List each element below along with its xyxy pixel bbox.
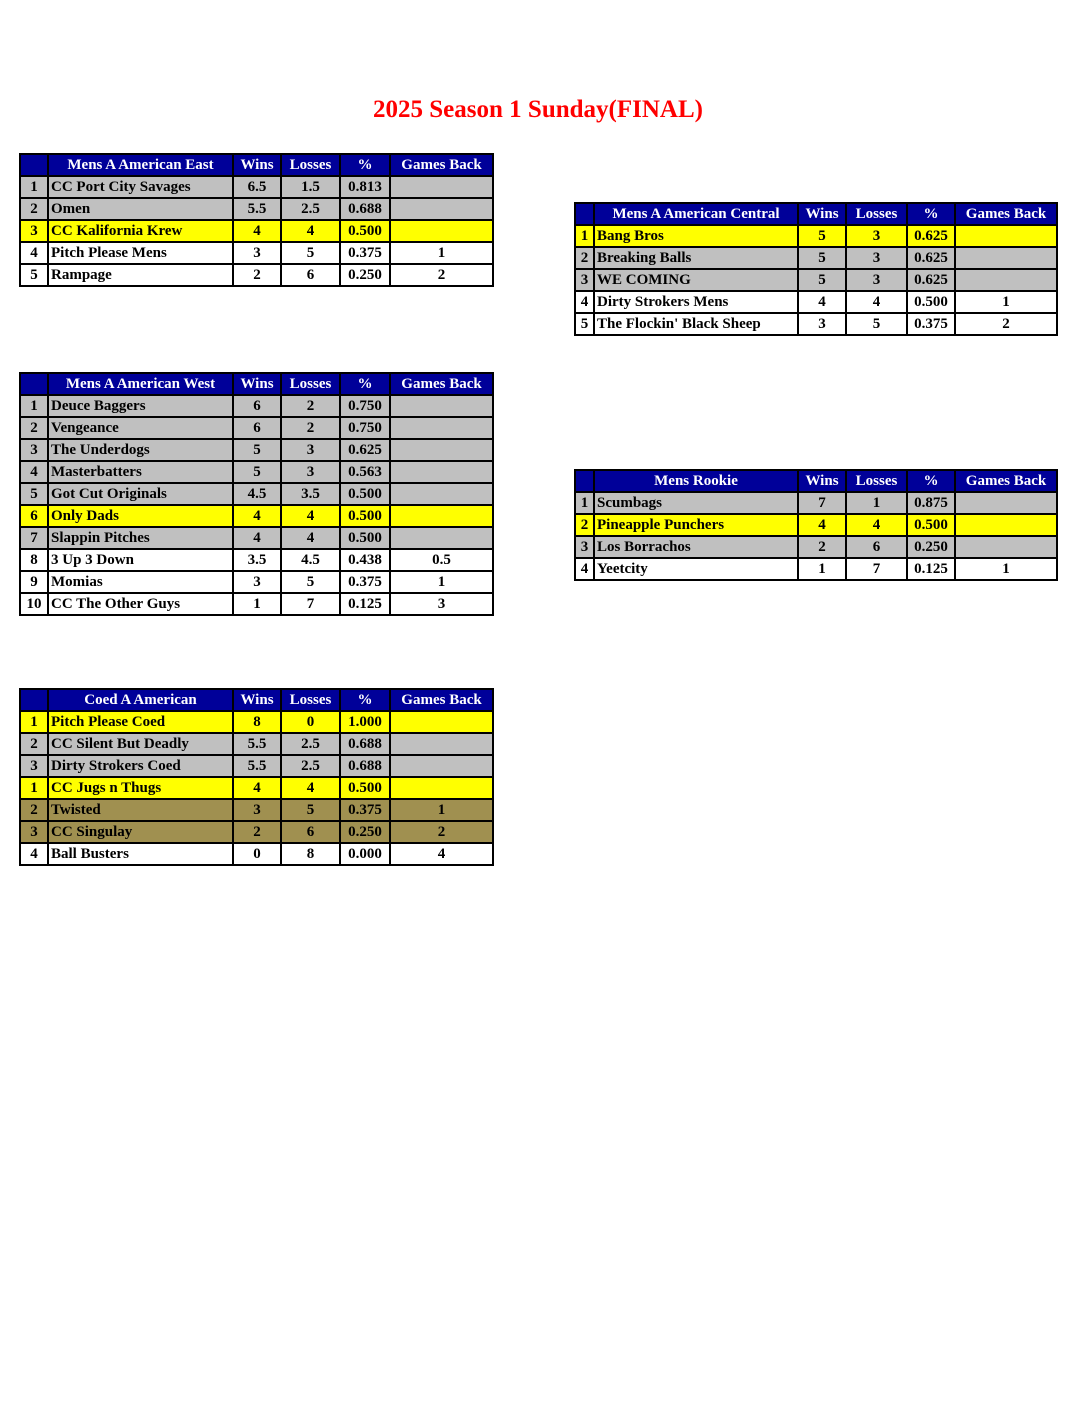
standings-row: [575, 269, 1057, 291]
rank-cell: 10: [20, 593, 48, 615]
wins-cell: 4: [233, 527, 281, 549]
team-name: The Flockin' Black Sheep: [594, 313, 798, 335]
losses-cell: 7: [846, 558, 907, 580]
pct-cell: 0.563: [340, 461, 390, 483]
rank-cell: 2: [575, 514, 594, 536]
losses-cell: 4: [281, 505, 340, 527]
wins-cell: 1: [233, 593, 281, 615]
pct-cell: 0.813: [340, 176, 390, 198]
losses-cell: 6: [281, 821, 340, 843]
games-back-cell: [390, 439, 493, 461]
wins-cell: 4: [233, 505, 281, 527]
team-name: Momias: [48, 571, 233, 593]
games-back-header: Games Back: [955, 203, 1057, 225]
losses-cell: 4: [281, 220, 340, 242]
pct-cell: 0.875: [907, 492, 955, 514]
wins-cell: 5.5: [233, 733, 281, 755]
team-name: CC Jugs n Thugs: [48, 777, 233, 799]
games-back-cell: [955, 225, 1057, 247]
standings-table-mens-a-american-west: [19, 372, 494, 616]
losses-cell: 3: [281, 439, 340, 461]
wins-cell: 5: [233, 439, 281, 461]
rank-cell: 1: [20, 176, 48, 198]
team-name: Bang Bros: [594, 225, 798, 247]
header-row: [575, 203, 1057, 225]
team-name: Dirty Strokers Coed: [48, 755, 233, 777]
wins-cell: 3: [233, 799, 281, 821]
team-name: Rampage: [48, 264, 233, 286]
division-name: Mens A American East: [48, 154, 233, 176]
wins-header: Wins: [798, 470, 846, 492]
wins-cell: 4: [798, 514, 846, 536]
games-back-cell: 2: [390, 264, 493, 286]
wins-header: Wins: [233, 373, 281, 395]
standings-row: [575, 536, 1057, 558]
games-back-cell: 1: [390, 242, 493, 264]
games-back-header: Games Back: [390, 689, 493, 711]
losses-header: Losses: [281, 689, 340, 711]
rank-cell: 1: [575, 225, 594, 247]
rank-cell: 2: [20, 198, 48, 220]
rank-cell: 2: [20, 799, 48, 821]
wins-cell: 3: [798, 313, 846, 335]
team-name: Dirty Strokers Mens: [594, 291, 798, 313]
standings-row: [20, 242, 493, 264]
games-back-cell: 3: [390, 593, 493, 615]
losses-header: Losses: [281, 154, 340, 176]
games-back-header: Games Back: [955, 470, 1057, 492]
rank-cell: 2: [20, 417, 48, 439]
pct-cell: 0.500: [907, 514, 955, 536]
pct-cell: 0.688: [340, 755, 390, 777]
losses-cell: 5: [281, 242, 340, 264]
wins-cell: 3: [233, 571, 281, 593]
games-back-cell: [390, 711, 493, 733]
team-name: 3 Up 3 Down: [48, 549, 233, 571]
wins-header: Wins: [233, 154, 281, 176]
games-back-cell: 4: [390, 843, 493, 865]
standings-row: [20, 461, 493, 483]
standings-row: [20, 439, 493, 461]
team-name: Pitch Please Coed: [48, 711, 233, 733]
header-row: [20, 689, 493, 711]
games-back-cell: 1: [390, 571, 493, 593]
games-back-cell: [390, 417, 493, 439]
wins-cell: 6: [233, 417, 281, 439]
rank-cell: 4: [20, 461, 48, 483]
losses-cell: 3: [281, 461, 340, 483]
wins-cell: 8: [233, 711, 281, 733]
games-back-cell: [955, 247, 1057, 269]
pct-header: %: [907, 470, 955, 492]
losses-cell: 6: [846, 536, 907, 558]
pct-cell: 0.625: [340, 439, 390, 461]
standings-row: [20, 176, 493, 198]
team-name: CC Port City Savages: [48, 176, 233, 198]
games-back-cell: 2: [955, 313, 1057, 335]
team-name: WE COMING: [594, 269, 798, 291]
pct-cell: 0.125: [340, 593, 390, 615]
standings-row: [20, 593, 493, 615]
standings-row: [20, 264, 493, 286]
losses-cell: 4: [846, 291, 907, 313]
team-name: Vengeance: [48, 417, 233, 439]
header-row: [20, 373, 493, 395]
rank-cell: 5: [575, 313, 594, 335]
standings-row: [575, 558, 1057, 580]
pct-cell: 0.688: [340, 733, 390, 755]
rank-cell: 1: [20, 711, 48, 733]
wins-cell: 2: [233, 264, 281, 286]
losses-header: Losses: [281, 373, 340, 395]
division-name: Coed A American: [48, 689, 233, 711]
wins-cell: 2: [798, 536, 846, 558]
wins-header: Wins: [798, 203, 846, 225]
standings-row: [20, 821, 493, 843]
pct-cell: 0.625: [907, 269, 955, 291]
standings-table-mens-a-american-east: [19, 153, 494, 287]
games-back-cell: [390, 527, 493, 549]
wins-cell: 2: [233, 821, 281, 843]
wins-cell: 5: [233, 461, 281, 483]
pct-cell: 0.500: [907, 291, 955, 313]
games-back-cell: [955, 492, 1057, 514]
losses-cell: 2.5: [281, 755, 340, 777]
pct-header: %: [340, 154, 390, 176]
games-back-cell: [390, 395, 493, 417]
losses-cell: 2: [281, 417, 340, 439]
wins-cell: 4.5: [233, 483, 281, 505]
standings-row: [20, 505, 493, 527]
pct-cell: 0.375: [907, 313, 955, 335]
pct-cell: 0.250: [907, 536, 955, 558]
standings-row: [20, 527, 493, 549]
standings-row: [20, 395, 493, 417]
losses-cell: 1: [846, 492, 907, 514]
division-name: Mens Rookie: [594, 470, 798, 492]
team-name: CC The Other Guys: [48, 593, 233, 615]
team-name: CC Kalifornia Krew: [48, 220, 233, 242]
standings-table-coed-a-american: [19, 688, 494, 866]
rank-header: [20, 154, 48, 176]
standings-row: [20, 799, 493, 821]
losses-cell: 3: [846, 269, 907, 291]
games-back-header: Games Back: [390, 154, 493, 176]
standings-row: [20, 483, 493, 505]
wins-cell: 4: [233, 777, 281, 799]
team-name: CC Silent But Deadly: [48, 733, 233, 755]
pct-cell: 0.500: [340, 777, 390, 799]
rank-cell: 4: [20, 843, 48, 865]
games-back-cell: [955, 536, 1057, 558]
rank-header: [575, 203, 594, 225]
standings-row: [575, 291, 1057, 313]
standings-row: [20, 549, 493, 571]
pct-header: %: [907, 203, 955, 225]
wins-cell: 5.5: [233, 198, 281, 220]
games-back-cell: [955, 269, 1057, 291]
wins-cell: 5: [798, 225, 846, 247]
wins-cell: 5: [798, 269, 846, 291]
rank-cell: 7: [20, 527, 48, 549]
team-name: Got Cut Originals: [48, 483, 233, 505]
team-name: Yeetcity: [594, 558, 798, 580]
losses-cell: 6: [281, 264, 340, 286]
pct-header: %: [340, 373, 390, 395]
losses-cell: 5: [846, 313, 907, 335]
team-name: Deuce Baggers: [48, 395, 233, 417]
standings-row: [20, 711, 493, 733]
pct-cell: 0.438: [340, 549, 390, 571]
pct-header: %: [340, 689, 390, 711]
wins-cell: 5: [798, 247, 846, 269]
games-back-cell: [390, 505, 493, 527]
losses-header: Losses: [846, 470, 907, 492]
pct-cell: 0.500: [340, 220, 390, 242]
losses-cell: 4: [846, 514, 907, 536]
wins-cell: 4: [798, 291, 846, 313]
standings-row: [575, 313, 1057, 335]
pct-cell: 0.688: [340, 198, 390, 220]
standings-row: [20, 220, 493, 242]
losses-cell: 8: [281, 843, 340, 865]
standings-table-mens-a-american-central: [574, 202, 1058, 336]
rank-cell: 1: [575, 492, 594, 514]
rank-cell: 1: [20, 395, 48, 417]
rank-cell: 3: [575, 269, 594, 291]
header-row: [20, 154, 493, 176]
team-name: Pineapple Punchers: [594, 514, 798, 536]
standings-row: [20, 777, 493, 799]
games-back-cell: [390, 461, 493, 483]
rank-header: [20, 689, 48, 711]
pct-cell: 0.625: [907, 247, 955, 269]
games-back-cell: [955, 514, 1057, 536]
losses-cell: 3: [846, 225, 907, 247]
losses-cell: 1.5: [281, 176, 340, 198]
team-name: Scumbags: [594, 492, 798, 514]
rank-header: [20, 373, 48, 395]
losses-cell: 5: [281, 799, 340, 821]
rank-cell: 4: [20, 242, 48, 264]
wins-cell: 3: [233, 242, 281, 264]
losses-cell: 4: [281, 777, 340, 799]
games-back-cell: 0.5: [390, 549, 493, 571]
losses-cell: 4.5: [281, 549, 340, 571]
games-back-cell: [390, 777, 493, 799]
pct-cell: 0.000: [340, 843, 390, 865]
games-back-cell: [390, 220, 493, 242]
wins-cell: 0: [233, 843, 281, 865]
team-name: Ball Busters: [48, 843, 233, 865]
rank-cell: 3: [20, 755, 48, 777]
team-name: Masterbatters: [48, 461, 233, 483]
pct-cell: 0.375: [340, 242, 390, 264]
rank-cell: 2: [575, 247, 594, 269]
games-back-cell: 1: [390, 799, 493, 821]
rank-cell: 5: [20, 264, 48, 286]
wins-cell: 4: [233, 220, 281, 242]
pct-cell: 0.250: [340, 821, 390, 843]
games-back-cell: 1: [955, 291, 1057, 313]
pct-cell: 0.500: [340, 505, 390, 527]
standings-row: [575, 514, 1057, 536]
team-name: Pitch Please Mens: [48, 242, 233, 264]
losses-cell: 7: [281, 593, 340, 615]
rank-cell: 3: [20, 821, 48, 843]
pct-cell: 0.125: [907, 558, 955, 580]
header-row: [575, 470, 1057, 492]
rank-cell: 1: [20, 777, 48, 799]
team-name: Breaking Balls: [594, 247, 798, 269]
losses-cell: 0: [281, 711, 340, 733]
team-name: Slappin Pitches: [48, 527, 233, 549]
wins-cell: 6.5: [233, 176, 281, 198]
team-name: Omen: [48, 198, 233, 220]
rank-cell: 6: [20, 505, 48, 527]
standings-row: [20, 198, 493, 220]
standings-row: [20, 571, 493, 593]
rank-cell: 9: [20, 571, 48, 593]
wins-cell: 1: [798, 558, 846, 580]
rank-cell: 4: [575, 291, 594, 313]
pct-cell: 0.750: [340, 395, 390, 417]
losses-cell: 4: [281, 527, 340, 549]
pct-cell: 0.500: [340, 527, 390, 549]
team-name: Los Borrachos: [594, 536, 798, 558]
standings-row: [20, 733, 493, 755]
pct-cell: 1.000: [340, 711, 390, 733]
standings-row: [20, 843, 493, 865]
wins-cell: 7: [798, 492, 846, 514]
rank-cell: 4: [575, 558, 594, 580]
losses-cell: 2: [281, 395, 340, 417]
games-back-cell: 2: [390, 821, 493, 843]
losses-cell: 5: [281, 571, 340, 593]
pct-cell: 0.625: [907, 225, 955, 247]
pct-cell: 0.375: [340, 799, 390, 821]
division-name: Mens A American West: [48, 373, 233, 395]
standings-row: [575, 247, 1057, 269]
wins-cell: 6: [233, 395, 281, 417]
rank-cell: 8: [20, 549, 48, 571]
rank-cell: 2: [20, 733, 48, 755]
losses-cell: 3.5: [281, 483, 340, 505]
rank-cell: 3: [20, 439, 48, 461]
games-back-cell: [390, 176, 493, 198]
rank-cell: 5: [20, 483, 48, 505]
games-back-cell: [390, 755, 493, 777]
team-name: The Underdogs: [48, 439, 233, 461]
games-back-header: Games Back: [390, 373, 493, 395]
pct-cell: 0.500: [340, 483, 390, 505]
standings-row: [20, 417, 493, 439]
pct-cell: 0.750: [340, 417, 390, 439]
losses-header: Losses: [846, 203, 907, 225]
games-back-cell: [390, 198, 493, 220]
losses-cell: 2.5: [281, 733, 340, 755]
team-name: Twisted: [48, 799, 233, 821]
page-title: 2025 Season 1 Sunday(FINAL): [373, 96, 703, 123]
team-name: CC Singulay: [48, 821, 233, 843]
pct-cell: 0.375: [340, 571, 390, 593]
rank-cell: 3: [575, 536, 594, 558]
wins-header: Wins: [233, 689, 281, 711]
standings-row: [575, 225, 1057, 247]
losses-cell: 2.5: [281, 198, 340, 220]
pct-cell: 0.250: [340, 264, 390, 286]
games-back-cell: [390, 733, 493, 755]
games-back-cell: 1: [955, 558, 1057, 580]
rank-cell: 3: [20, 220, 48, 242]
standings-row: [575, 492, 1057, 514]
division-name: Mens A American Central: [594, 203, 798, 225]
team-name: Only Dads: [48, 505, 233, 527]
losses-cell: 3: [846, 247, 907, 269]
games-back-cell: [390, 483, 493, 505]
standings-row: [20, 755, 493, 777]
standings-table-mens-rookie: [574, 469, 1058, 581]
wins-cell: 5.5: [233, 755, 281, 777]
rank-header: [575, 470, 594, 492]
wins-cell: 3.5: [233, 549, 281, 571]
